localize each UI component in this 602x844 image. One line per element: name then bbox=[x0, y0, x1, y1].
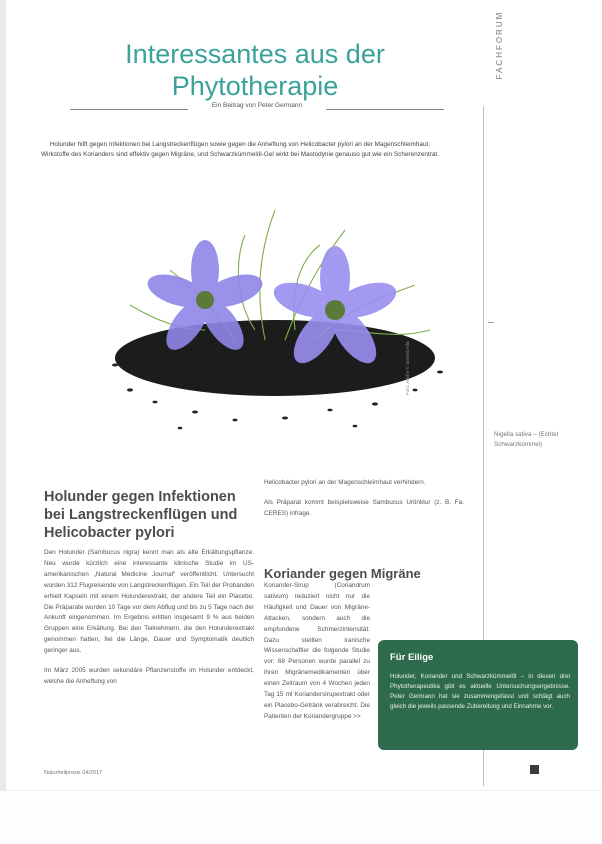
summary-box-text: Holunder, Koriander und Schwarzkümmelöl – in diesen drei Phytotherapeutika gibt es aktuelle Untersuchungsergebnisse. Peter Germann hat sie zusammengefasst und schlägt auch gleich die jeweils passende Zubereitung und Einnahme vor. bbox=[390, 673, 570, 710]
sidebar-tick bbox=[488, 322, 494, 323]
summary-box-title: Für Eilige bbox=[390, 652, 434, 663]
article-column-right bbox=[264, 478, 464, 529]
page-title: Interessantes aus der Phytotherapie bbox=[125, 39, 385, 102]
scan-edge bbox=[0, 0, 6, 843]
byline-rule-right bbox=[326, 109, 444, 110]
article-column-right-lower bbox=[264, 581, 370, 732]
photo-credit: Foto: Adobe © Scisetti Alfio bbox=[405, 340, 410, 395]
page-footer: Naturheilpraxis 04/2017 bbox=[44, 770, 103, 776]
article-paragraph: Helicobacter pylori an der Magenschleimhaut verhindern. bbox=[264, 479, 426, 486]
lead-paragraph: Holunder hilft gegen Infektionen bei Langstreckenflügen sowie gegen die Anheftung von Helicobacter pylori an der Magenschleimhaut. Wirkstoffe des Korianders sind effektiv gegen Migräne, und Schwarzkümmelöl-Gel wirkt bei Mastodynie genauso gut wie ein Scherenzentrat. bbox=[41, 141, 439, 158]
photo-caption: Nigella sativa – (Echter Schwarzkümmel) bbox=[494, 431, 559, 448]
end-mark-icon bbox=[530, 765, 539, 774]
byline: Ein Beitrag von Peter Germann bbox=[188, 102, 326, 109]
article-paragraph: Im März 2005 wurden sekundäre Pflanzenstoffe im Holunder entdeckt, welche die Anheftung von bbox=[44, 667, 254, 685]
article-paragraph: Als Präparat kommt beispielsweise Sambucus Urtinktur (z. B. Fa. CERES) infrage. bbox=[264, 498, 464, 517]
article-heading-koriander: Koriander gegen Migräne bbox=[264, 565, 421, 581]
scan-margin bbox=[0, 790, 602, 844]
article-heading-holunder: Holunder gegen Infektionen bei Langstreckenflügen und Helicobacter pylori bbox=[44, 489, 238, 542]
article-column-left bbox=[44, 548, 254, 697]
article-paragraph: Den Holunder (Sambucus nigra) kennt man als alte Erkältungspflanze. Neu wurde kürzlich eine interessante klinische Studie im US-amerikanischen „Natural Medicine Journal“ veröffentlicht. Untersucht wurden 312 Flugreisende von Langstreckenflügen. Ein Teil der Probanden erhielt Kapseln mit einem Holunderextrakt, der andere Teil ein Placebo. Die Präparate wurden 10 Tage vor dem Abflug und bis zu 5 Tage nach der Ankunft eingenommen. Im Ergebnis erlitten insgesamt 9 % aus beiden Gruppen eine Erkältung. Bei den Teilnehmern, die den Holunderextrakt genommen hatten, fiel die Länge, Dauer und Symptomatik deutlich geringer aus. bbox=[44, 549, 254, 655]
summary-box bbox=[378, 640, 578, 750]
section-label: FACHFORUM bbox=[495, 10, 504, 80]
article-paragraph: Koriander-Sirup (Coriandrum sativum) reduziert nicht nur die Häufigkeit und Dauer von Migräne-Attacken, sondern auch die empfundene Schmerzintensität. Dazu stellten iranische Wissenschaftler die folgende Studie vor: 68 Personen wurde parallel zu ihren Migränemedikamenten über einen Zeitraum von 4 Wochen jeden Tag 15 ml Koriandersirupextrakt oder ein Placebo-Getränk verabreicht. Die Patienten der Koriandergruppe >> bbox=[264, 582, 370, 720]
byline-rule-left bbox=[70, 109, 188, 110]
